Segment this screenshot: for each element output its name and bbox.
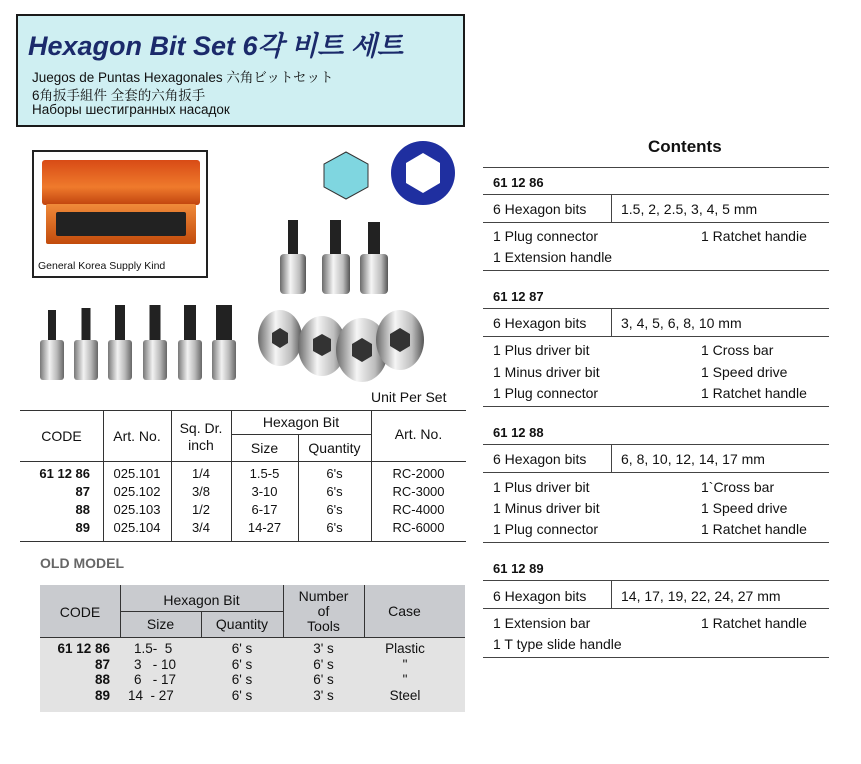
old-cell-qty: 6' s xyxy=(231,657,253,672)
cell-art: 025.102 xyxy=(113,484,161,499)
bits-label: 6 Hexagon bits xyxy=(493,451,587,467)
set-code: 61 12 89 xyxy=(493,561,544,576)
old-col-header-of: of xyxy=(317,603,330,619)
cell-sq: 3/4 xyxy=(191,520,211,535)
cell-size: 1.5-5 xyxy=(249,466,280,481)
col-header-code: CODE xyxy=(41,428,82,444)
divider xyxy=(611,194,612,222)
old-cell-tools: 6' s xyxy=(313,657,334,672)
divider xyxy=(483,222,829,223)
contents-item: 1 Extension handle xyxy=(493,249,613,265)
divider xyxy=(483,472,829,473)
cell-sq: 3/8 xyxy=(191,484,211,499)
old-cell-code: 61 12 86 xyxy=(57,641,110,656)
col-header-art-no: Art. No. xyxy=(113,428,161,444)
cell-art2: RC-2000 xyxy=(392,466,445,481)
old-col-header-case: Case xyxy=(388,603,421,619)
old-cell-qty: 6' s xyxy=(231,641,253,656)
old-cell-size: 1.5- 5 xyxy=(134,641,173,656)
contents-item: 1 Ratchet handle xyxy=(701,615,807,631)
cell-code: 61 12 86 xyxy=(39,466,90,481)
set-code: 61 12 86 xyxy=(493,175,544,190)
photo-caption: General Korea Supply Kind xyxy=(38,260,166,272)
divider xyxy=(483,308,829,309)
contents-item: 1 T type slide handle xyxy=(493,636,622,652)
cell-art2: RC-4000 xyxy=(392,502,445,517)
cell-art2: RC-3000 xyxy=(392,484,445,499)
old-cell-size: 14 - 27 xyxy=(128,688,174,703)
old-cell-qty: 6' s xyxy=(231,672,253,687)
old-cell-case: Steel xyxy=(389,688,421,703)
divider xyxy=(611,308,612,336)
subtitle-es: Juegos de Puntas Hexagonales 六角ビットセット xyxy=(32,70,334,85)
bits-label: 6 Hexagon bits xyxy=(493,201,587,217)
bits-sizes: 3, 4, 5, 6, 8, 10 mm xyxy=(621,315,742,331)
old-cell-code: 88 xyxy=(94,672,110,687)
old-cell-size: 6 - 17 xyxy=(134,672,177,687)
contents-item: 1 Speed drive xyxy=(701,500,788,516)
cell-art2: RC-6000 xyxy=(392,520,445,535)
cell-qty: 6's xyxy=(326,502,343,517)
bits-sizes: 6, 8, 10, 12, 14, 17 mm xyxy=(621,451,765,467)
contents-item: 1 Ratchet handle xyxy=(701,521,807,537)
old-col-header-size: Size xyxy=(146,616,175,632)
contents-item: 1 Minus driver bit xyxy=(493,500,600,516)
cell-sq: 1/4 xyxy=(191,466,211,481)
set-code: 61 12 87 xyxy=(493,289,544,304)
table-border xyxy=(20,461,466,462)
table-border xyxy=(20,410,466,411)
cell-art: 025.104 xyxy=(113,520,161,535)
hex-bit-6 xyxy=(212,305,236,380)
old-cell-size: 3 - 10 xyxy=(134,657,177,672)
old-col-header-code: CODE xyxy=(59,604,101,620)
hex-bit-2 xyxy=(74,308,98,380)
unit-label: Unit Per Set xyxy=(371,389,447,405)
divider xyxy=(483,542,829,543)
contents-item: 1 Ratchet handle xyxy=(701,385,807,401)
product-photo xyxy=(32,150,208,278)
contents-item: 1 Ratchet handie xyxy=(701,228,807,244)
col-header-sq-dr-unit: inch xyxy=(188,437,214,453)
old-cell-code: 89 xyxy=(94,688,110,703)
contents-title: Contents xyxy=(648,137,722,156)
divider xyxy=(483,608,829,609)
contents-item: 1 Minus driver bit xyxy=(493,364,600,380)
cell-sq: 1/2 xyxy=(191,502,211,517)
table-border xyxy=(40,637,465,638)
bits-label: 6 Hexagon bits xyxy=(493,315,587,331)
old-cell-code: 87 xyxy=(94,657,110,672)
contents-item: 1 Plus driver bit xyxy=(493,479,590,495)
hex-bits-row xyxy=(40,305,245,385)
cell-art: 025.103 xyxy=(113,502,161,517)
bits-sizes: 1.5, 2, 2.5, 3, 4, 5 mm xyxy=(621,201,758,217)
hexagon-icon xyxy=(322,150,370,200)
cell-qty: 6's xyxy=(326,466,343,481)
old-cell-tools: 3' s xyxy=(313,688,334,703)
contents-item: 1 Plug connector xyxy=(493,228,599,244)
old-model-label: OLD MODEL xyxy=(40,555,124,571)
divider xyxy=(483,167,829,168)
subtitle-ru: Наборы шестигранных насадок xyxy=(32,102,230,117)
contents-item: 1 Plug connector xyxy=(493,521,599,537)
case-lid xyxy=(42,160,200,205)
old-col-header-hex-bit: Hexagon Bit xyxy=(163,592,240,608)
contents-item: 1`Cross bar xyxy=(701,479,775,495)
header-box xyxy=(16,14,465,127)
cell-code: 89 xyxy=(75,520,90,535)
hex-bit-3 xyxy=(108,305,132,380)
bits-sizes: 14, 17, 19, 22, 24, 27 mm xyxy=(621,588,781,604)
col-header-hex-bit: Hexagon Bit xyxy=(262,414,340,430)
hex-socket-icon xyxy=(389,139,457,207)
divider xyxy=(483,444,829,445)
table-border xyxy=(231,434,371,435)
old-col-header-tools: Tools xyxy=(307,618,340,634)
divider xyxy=(483,336,829,337)
old-col-header-number: Number xyxy=(298,588,349,604)
set-code: 61 12 88 xyxy=(493,425,544,440)
contents-item: 1 Speed drive xyxy=(701,364,788,380)
cell-qty: 6's xyxy=(326,520,343,535)
hex-bit-5 xyxy=(178,305,202,380)
old-col-header-quantity: Quantity xyxy=(215,616,269,632)
table-border xyxy=(20,541,466,542)
contents-item: 1 Cross bar xyxy=(701,342,774,358)
old-cell-case: " xyxy=(402,672,408,687)
old-cell-qty: 6' s xyxy=(231,688,253,703)
cell-size: 14-27 xyxy=(247,520,282,535)
divider xyxy=(611,580,612,608)
cell-art: 025.101 xyxy=(113,466,161,481)
old-cell-tools: 3' s xyxy=(313,641,334,656)
col-header-size: Size xyxy=(250,440,279,456)
divider xyxy=(483,406,829,407)
cell-size: 6-17 xyxy=(251,502,278,517)
socket-cluster-photo xyxy=(250,218,430,386)
bits-label: 6 Hexagon bits xyxy=(493,588,587,604)
case-tray xyxy=(56,212,186,236)
old-cell-tools: 6' s xyxy=(313,672,334,687)
divider xyxy=(611,444,612,472)
page-title: Hexagon Bit Set 6각 비트 세트 xyxy=(28,31,403,61)
col-header-sq-dr: Sq. Dr. xyxy=(179,420,223,436)
divider xyxy=(483,194,829,195)
divider xyxy=(483,270,829,271)
cell-code: 87 xyxy=(75,484,90,499)
col-header-art-no-2: Art. No. xyxy=(394,426,443,442)
hex-bit-1 xyxy=(40,310,64,380)
cell-size: 3-10 xyxy=(251,484,278,499)
hex-bit-4 xyxy=(143,305,167,380)
col-header-quantity: Quantity xyxy=(308,440,361,456)
contents-item: 1 Plug connector xyxy=(493,385,599,401)
divider xyxy=(483,657,829,658)
divider xyxy=(483,580,829,581)
cell-code: 88 xyxy=(75,502,90,517)
cell-qty: 6's xyxy=(326,484,343,499)
contents-item: 1 Extension bar xyxy=(493,615,591,631)
subtitle-cn: 6角扳手組件 全套的六角扳手 xyxy=(32,88,206,103)
contents-item: 1 Plus driver bit xyxy=(493,342,590,358)
old-cell-case: Plastic xyxy=(385,641,425,656)
old-cell-case: " xyxy=(402,657,408,672)
